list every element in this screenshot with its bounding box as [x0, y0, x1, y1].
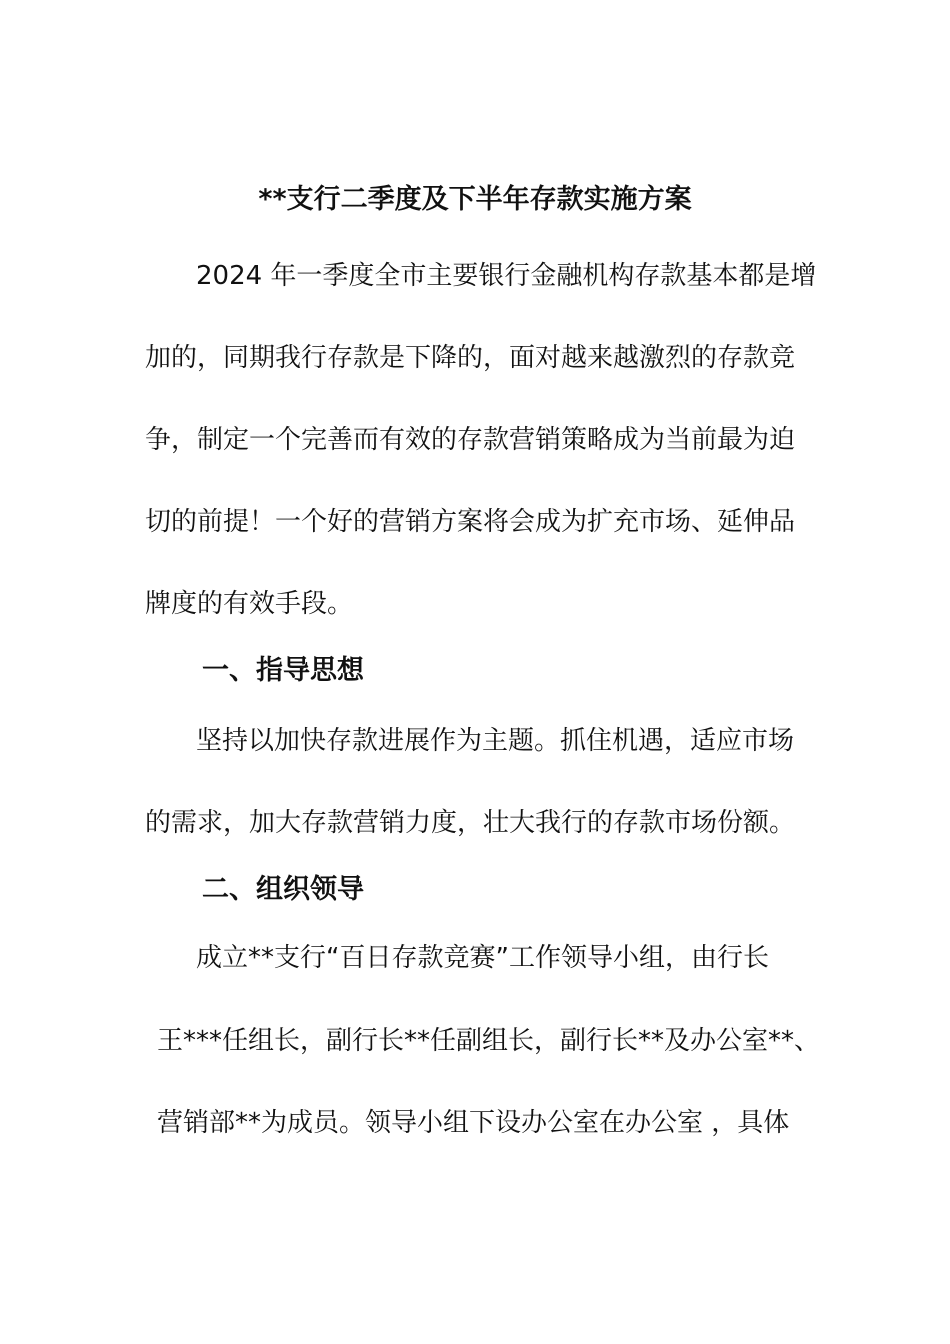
section-heading-guiding-principle: 一、指导思想 — [202, 655, 364, 686]
intro-line-3: 争，制定一个完善而有效的存款营销策略成为当前最为迫 — [145, 425, 796, 455]
document-title: **支行二季度及下半年存款实施方案 — [258, 184, 692, 215]
intro-line-1: 2024 年一季度全市主要银行金融机构存款基本都是增 — [196, 261, 817, 291]
intro-line-2: 加的，同期我行存款是下降的，面对越来越激烈的存款竞 — [145, 343, 796, 373]
intro-line-4: 切的前提！一个好的营销方案将会成为扩充市场、延伸品 — [145, 507, 796, 537]
intro-line-5: 牌度的有效手段。 — [145, 589, 354, 619]
section1-line-1: 坚持以加快存款进展作为主题。抓住机遇，适应市场 — [196, 726, 795, 756]
section1-line-2: 的需求，加大存款营销力度，壮大我行的存款市场份额。 — [145, 808, 796, 838]
section2-line-1: 成立**支行“百日存款竞赛”工作领导小组，由行长 — [196, 943, 769, 973]
section-heading-organization: 二、组织领导 — [202, 874, 364, 905]
section2-line-3: 营销部**为成员。领导小组下设办公室在办公室 ，具体 — [157, 1108, 790, 1138]
section2-line-2: 王***任组长，副行长**任副组长，副行长**及办公室**、 — [157, 1026, 821, 1056]
